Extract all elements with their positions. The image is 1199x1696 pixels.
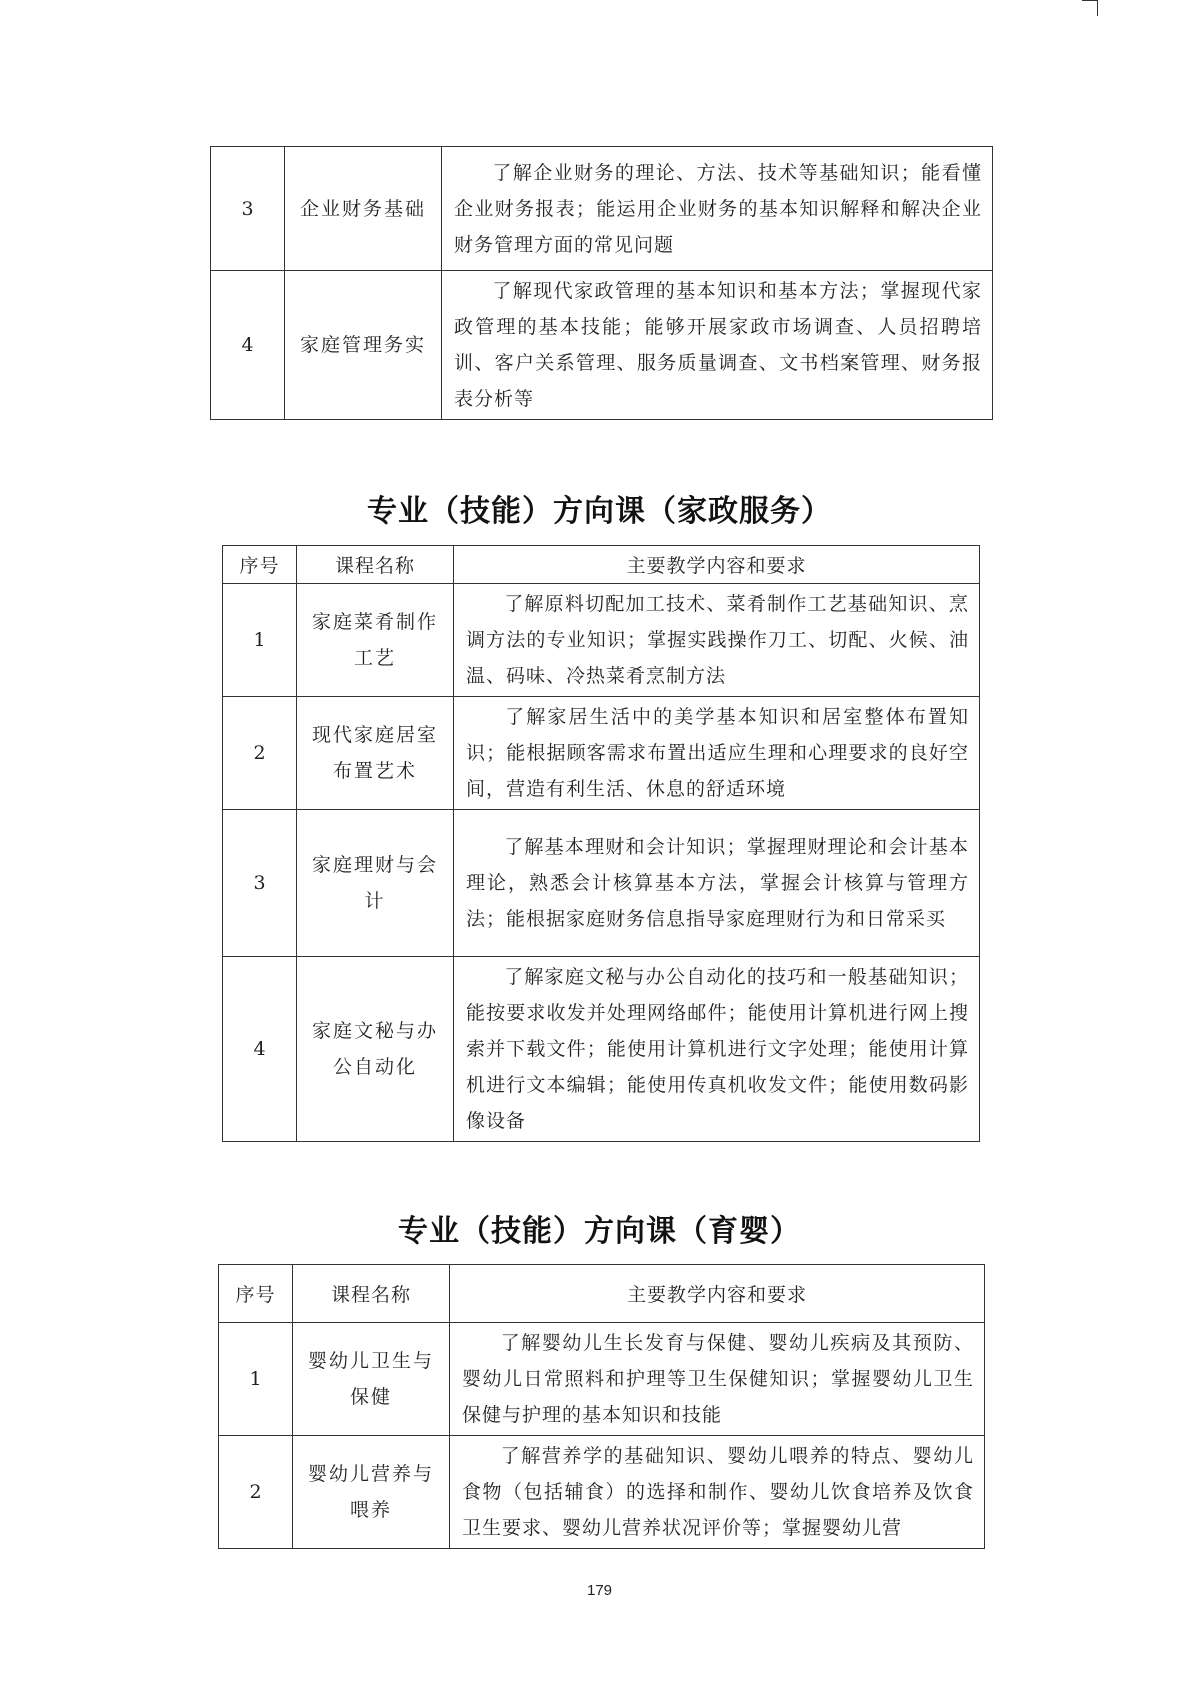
row-number: 3 bbox=[223, 810, 297, 957]
row-number: 1 bbox=[219, 1323, 293, 1436]
table-row bbox=[219, 1436, 985, 1549]
page-number: 179 bbox=[586, 1582, 613, 1599]
course-content: 了解婴幼儿生长发育与保健、婴幼儿疾病及其预防、婴幼儿日常照料和护理等卫生保健知识；掌握婴幼儿卫生保健与护理的基本知识和技能 bbox=[450, 1323, 985, 1436]
course-name: 家庭理财与会计 bbox=[297, 810, 454, 957]
header-content: 主要教学内容和要求 bbox=[450, 1265, 985, 1323]
course-content: 了解原料切配加工技术、菜肴制作工艺基础知识、烹调方法的专业知识；掌握实践操作刀工、切配、火候、油温、码味、冷热菜肴烹制方法 bbox=[454, 584, 980, 697]
table-row bbox=[223, 810, 980, 957]
header-content: 主要教学内容和要求 bbox=[454, 546, 980, 584]
table-row bbox=[223, 584, 980, 697]
header-no: 序号 bbox=[223, 546, 297, 584]
table-infant bbox=[218, 1264, 985, 1549]
course-content: 了解基本理财和会计知识；掌握理财理论和会计基本理论，熟悉会计核算基本方法，掌握会计核算与管理方法；能根据家庭财务信息指导家庭理财行为和日常采买 bbox=[454, 810, 980, 957]
section-title-housekeeping: 专业（技能）方向课（家政服务） bbox=[367, 494, 832, 529]
row-number: 4 bbox=[223, 957, 297, 1142]
row-number: 2 bbox=[223, 697, 297, 810]
table-previous bbox=[210, 146, 993, 420]
table-row bbox=[223, 697, 980, 810]
course-name: 家庭菜肴制作工艺 bbox=[297, 584, 454, 697]
course-name: 婴幼儿卫生与保健 bbox=[293, 1323, 450, 1436]
header-no: 序号 bbox=[219, 1265, 293, 1323]
table-row bbox=[223, 957, 980, 1142]
course-content: 了解现代家政管理的基本知识和基本方法；掌握现代家政管理的基本技能；能够开展家政市场调查、人员招聘培训、客户关系管理、服务质量调查、文书档案管理、财务报表分析等 bbox=[442, 271, 993, 420]
course-name: 企业财务基础 bbox=[285, 147, 442, 271]
section-title-infant: 专业（技能）方向课（育婴） bbox=[398, 1214, 801, 1249]
crop-mark bbox=[1082, 0, 1098, 16]
course-content: 了解家庭文秘与办公自动化的技巧和一般基础知识；能按要求收发并处理网络邮件；能使用计算机进行网上搜索并下载文件；能使用计算机进行文字处理；能使用计算机进行文本编辑；能使用传真机收发文件；能使用数码影像设备 bbox=[454, 957, 980, 1142]
course-content: 了解营养学的基础知识、婴幼儿喂养的特点、婴幼儿食物（包括辅食）的选择和制作、婴幼儿饮食培养及饮食卫生要求、婴幼儿营养状况评价等；掌握婴幼儿营 bbox=[450, 1436, 985, 1549]
course-content: 了解家居生活中的美学基本知识和居室整体布置知识；能根据顾客需求布置出适应生理和心理要求的良好空间，营造有利生活、休息的舒适环境 bbox=[454, 697, 980, 810]
row-number: 3 bbox=[211, 147, 285, 271]
table-housekeeping bbox=[222, 545, 980, 1142]
table-row bbox=[211, 147, 993, 271]
course-name: 家庭管理务实 bbox=[285, 271, 442, 420]
table-header-row bbox=[219, 1265, 985, 1323]
course-name: 现代家庭居室布置艺术 bbox=[297, 697, 454, 810]
table-row bbox=[219, 1323, 985, 1436]
row-number: 4 bbox=[211, 271, 285, 420]
header-name: 课程名称 bbox=[297, 546, 454, 584]
course-content: 了解企业财务的理论、方法、技术等基础知识；能看懂企业财务报表；能运用企业财务的基本知识解释和解决企业财务管理方面的常见问题 bbox=[442, 147, 993, 271]
course-name: 婴幼儿营养与喂养 bbox=[293, 1436, 450, 1549]
table-header-row bbox=[223, 546, 980, 584]
header-name: 课程名称 bbox=[293, 1265, 450, 1323]
course-name: 家庭文秘与办公自动化 bbox=[297, 957, 454, 1142]
row-number: 1 bbox=[223, 584, 297, 697]
table-row bbox=[211, 271, 993, 420]
row-number: 2 bbox=[219, 1436, 293, 1549]
